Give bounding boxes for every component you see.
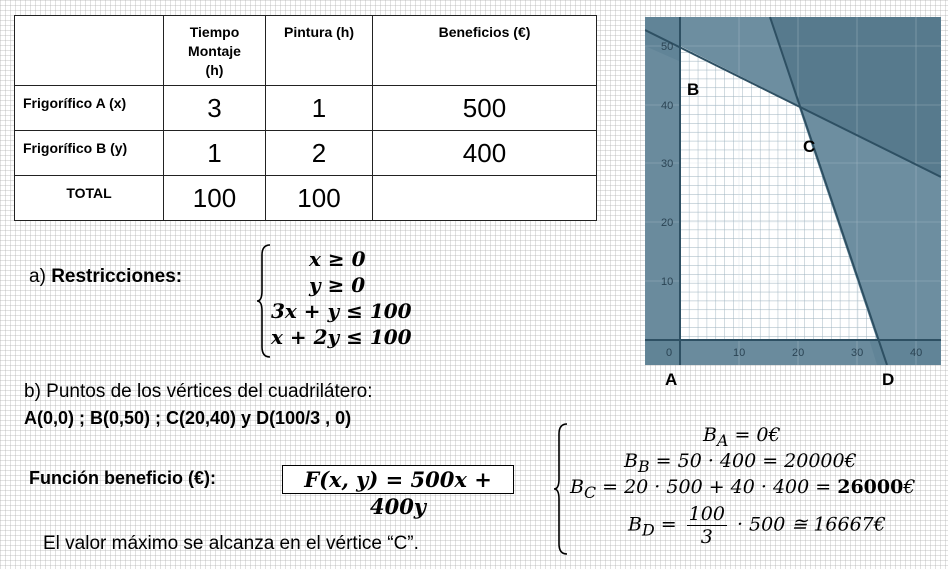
restriction-line: 3x + y ≤ 100 [271, 299, 412, 323]
header-tiempo-3: (h) [205, 62, 224, 78]
x-tick-label: 0 [666, 347, 673, 359]
fraction-denominator: 3 [700, 526, 713, 548]
table-header-cell: Beneficios (€) [373, 16, 597, 86]
benefit-a-expr: = 0€ [728, 424, 781, 446]
restrictions-prefix: a) [29, 266, 52, 287]
restriction-line: x + 2y ≤ 100 [271, 325, 412, 349]
benefit-a-sub: A [716, 430, 729, 450]
table-header-cell [15, 16, 164, 86]
benefits-brace [553, 422, 569, 556]
benefit-c-name: B [570, 476, 584, 498]
benefit-c [570, 476, 915, 502]
region-x-negative [645, 17, 680, 365]
header-tiempo-1: Tiempo [189, 24, 240, 40]
vertex-label-a: A [665, 370, 678, 389]
y-tick-label: 40 [661, 100, 674, 112]
vertices-list: A(0,0) ; B(0,50) ; C(20,40) y D(100/3 , 0) [24, 408, 352, 428]
benefit-c-sub: C [583, 482, 597, 502]
benefit-d-sub: D [641, 520, 655, 540]
y-tick-label: 10 [661, 276, 674, 288]
table-row [15, 176, 597, 221]
benefit-d-name: B [628, 513, 642, 536]
table-cell: 2 [266, 131, 373, 176]
feasible-region-graph [645, 17, 941, 365]
table-cell: 3 [164, 86, 266, 131]
benefit-function-label: Función beneficio (€): [29, 468, 216, 488]
benefit-b-expr: = 50 · 400 = 20000€ [649, 450, 857, 472]
data-table [14, 15, 597, 221]
benefit-c-tail: € [903, 476, 916, 498]
benefit-c-expr: = 20 · 500 + 40 · 400 = [596, 476, 838, 498]
vertices-title: b) Puntos de los vértices del cuadrilátero: [24, 381, 373, 402]
row-label: Frigorífico B (y) [15, 131, 164, 176]
row-label: TOTAL [15, 176, 164, 221]
benefit-a [703, 424, 781, 450]
restrictions-label [29, 266, 182, 288]
row-label: Frigorífico A (x) [15, 86, 164, 131]
restrictions-title: Restricciones: [51, 266, 183, 287]
table-header-cell [164, 16, 266, 86]
table-cell: 400 [373, 131, 597, 176]
x-tick-label: 40 [910, 347, 923, 359]
vertex-label-b: B [687, 80, 700, 99]
fraction-numerator: 100 [688, 503, 725, 525]
benefit-b-sub: B [637, 456, 650, 476]
benefit-function-formula: F(x, y) = 500x + 400y [282, 465, 514, 494]
table-cell: 100 [266, 176, 373, 221]
y-tick-label: 20 [661, 217, 674, 229]
table-header-row [15, 16, 597, 86]
restriction-line: y ≥ 0 [309, 273, 366, 297]
x-tick-label: 30 [851, 347, 864, 359]
x-tick-label: 20 [792, 347, 805, 359]
vertex-label-c: C [803, 137, 816, 156]
benefit-d [628, 503, 886, 548]
restriction-line: x ≥ 0 [309, 247, 366, 271]
table-header-cell: Pintura (h) [266, 16, 373, 86]
benefit-d-fraction [687, 503, 727, 548]
benefit-c-max: 26000 [837, 476, 904, 498]
benefit-d-post: · 500 ≅ 16667€ [730, 513, 886, 536]
table-cell: 1 [164, 131, 266, 176]
table-row [15, 131, 597, 176]
table-row [15, 86, 597, 131]
restrictions-brace [256, 243, 272, 359]
table-cell: 1 [266, 86, 373, 131]
y-tick-label: 30 [661, 158, 674, 170]
table-cell [373, 176, 597, 221]
header-tiempo-2: Montaje [188, 43, 241, 59]
conclusion-text: El valor máximo se alcanza en el vértice “C”. [43, 533, 419, 554]
x-tick-label: 10 [733, 347, 746, 359]
table-cell: 100 [164, 176, 266, 221]
benefit-b [624, 450, 857, 476]
benefit-b-name: B [624, 450, 638, 472]
benefit-d-pre: = [654, 513, 683, 536]
vertex-label-d: D [882, 370, 895, 389]
table-cell: 500 [373, 86, 597, 131]
y-tick-label: 50 [661, 41, 674, 53]
benefit-a-name: B [703, 424, 717, 446]
